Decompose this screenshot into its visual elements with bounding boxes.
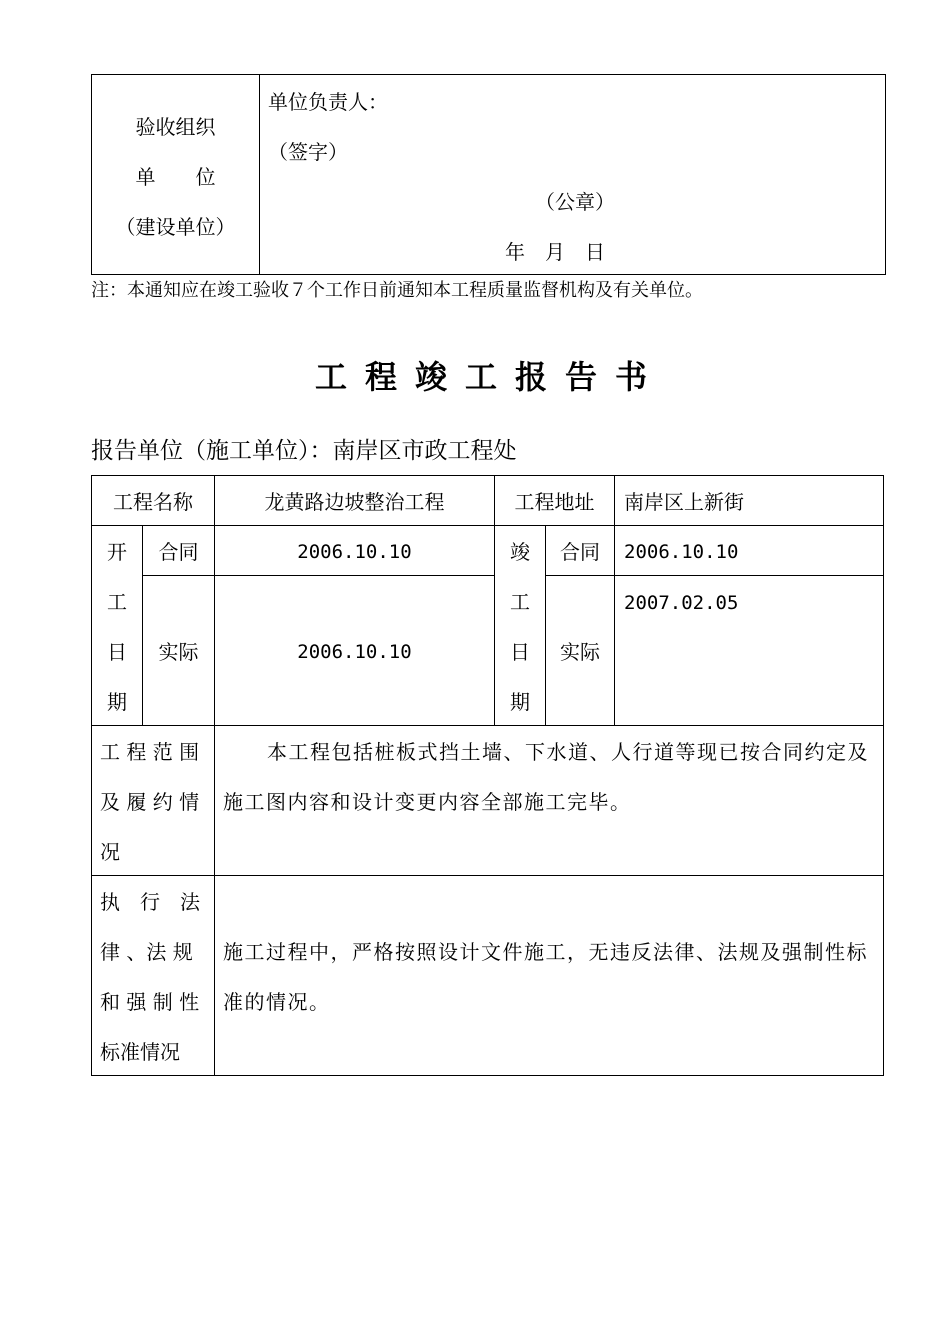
law-text: 施工过程中，严格按照设计文件施工，无违反法律、法规及强制性标准的情况。	[223, 940, 868, 1014]
project-name-label: 工程名称	[113, 490, 193, 514]
signature-label: （签字）	[268, 140, 348, 164]
finish-date-char: 日	[510, 640, 530, 664]
project-name-value: 龙黄路边坡整治工程	[264, 490, 445, 514]
law-label-line: 和 强 制 性	[100, 990, 200, 1014]
project-address-label: 工程地址	[514, 490, 595, 514]
law-label-line: 标准情况	[100, 1040, 180, 1064]
start-date-char: 日	[107, 640, 127, 664]
responsible-label: 单位负责人：	[268, 90, 388, 114]
report-title: 工程竣工报告书	[314, 358, 665, 396]
org-label-line3: （建设单位）	[115, 215, 236, 239]
finish-date-char: 工	[510, 590, 530, 614]
start-date-char: 开	[107, 540, 127, 564]
start-actual-label: 实际	[158, 640, 199, 664]
row-line	[91, 725, 884, 726]
org-label-line1: 验收组织	[135, 115, 216, 139]
law-label-line: 律 、法 规	[100, 940, 193, 964]
scope-label-line: 及 履 约 情	[100, 790, 200, 814]
seal-label: （公章）	[535, 190, 615, 214]
date-label: 年 月 日	[505, 240, 605, 264]
finish-actual-label: 实际	[560, 640, 600, 664]
note: 注：本通知应在竣工验收７个工作日前通知本工程质量监督机构及有关单位。	[91, 280, 703, 301]
start-contract-date: 2006.10.10	[297, 541, 412, 563]
scope-text: 本工程包括桩板式挡土墙、下水道、人行道等现已按合同约定及施工图内容和设计变更内容全部施工完毕。	[223, 740, 869, 814]
col-line	[214, 475, 215, 1076]
row-line	[142, 575, 215, 576]
finish-date-char: 期	[510, 690, 530, 714]
row-line	[91, 525, 884, 526]
finish-actual-date: 2007.02.05	[624, 592, 739, 614]
start-contract-label: 合同	[158, 540, 199, 564]
law-label-line: 执 行 法	[100, 890, 200, 914]
report-unit-line: 报告单位（施工单位）：南岸区市政工程处	[91, 438, 517, 464]
scope-label-line: 况	[100, 840, 120, 864]
start-actual-date: 2006.10.10	[297, 641, 412, 663]
start-date-char: 工	[107, 590, 127, 614]
col-line	[614, 475, 615, 725]
finish-date-char: 竣	[510, 540, 530, 564]
finish-contract-date: 2006.10.10	[624, 541, 739, 563]
row-line	[545, 575, 884, 576]
project-address-value: 南岸区上新街	[624, 490, 744, 514]
acceptance-table-divider	[259, 74, 260, 275]
row-line	[91, 875, 884, 876]
scope-label-line: 工 程 范 围	[100, 740, 200, 764]
row-line	[215, 575, 494, 576]
finish-contract-label: 合同	[560, 540, 600, 564]
start-date-char: 期	[107, 690, 127, 714]
org-label-line2: 单 位	[135, 165, 216, 189]
